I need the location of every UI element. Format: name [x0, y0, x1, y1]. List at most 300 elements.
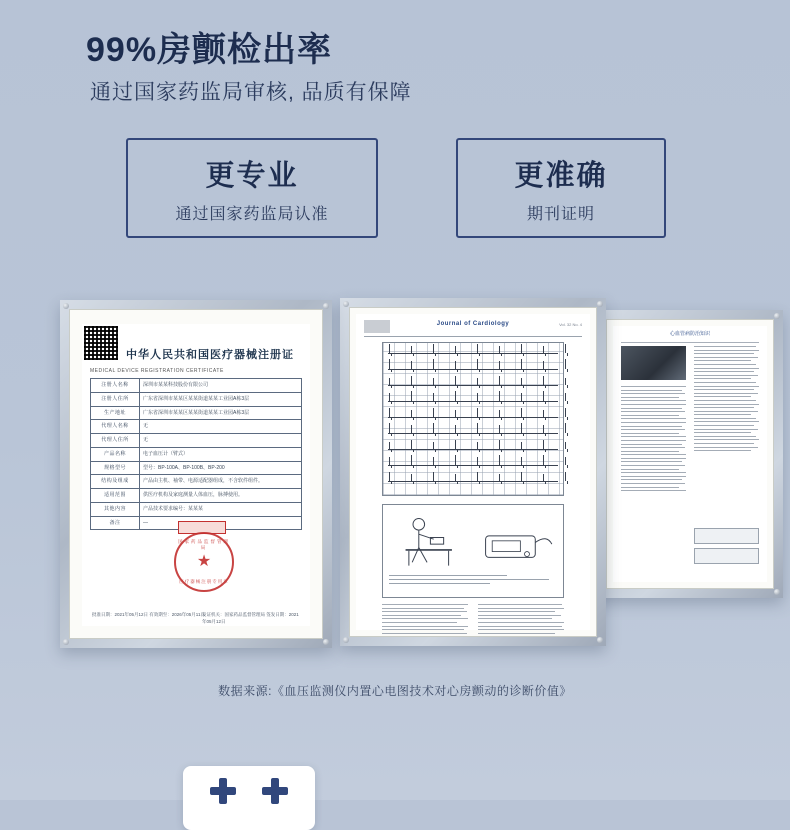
frame-inner — [349, 307, 597, 637]
text-line — [382, 633, 467, 634]
ecg-spike — [523, 433, 524, 436]
ecg-spike — [389, 472, 390, 481]
text-line — [621, 386, 686, 387]
ecg-spike — [523, 385, 524, 388]
ecg-spike — [499, 376, 500, 385]
certificate-row-value: 供医疗机构及家庭测量人体血压，脉搏使用。 — [140, 489, 302, 503]
ecg-spike — [411, 425, 412, 433]
text-line — [694, 429, 758, 430]
ecg-spike — [567, 385, 568, 388]
text-line — [621, 400, 686, 401]
ecg-spike — [565, 408, 566, 417]
text-line — [621, 479, 682, 480]
ecg-spike — [567, 369, 568, 372]
ecg-spike — [479, 401, 480, 404]
text-line — [694, 346, 756, 347]
screw-icon — [597, 637, 603, 643]
ecg-spike — [567, 417, 568, 420]
ecg-spike — [521, 442, 522, 449]
certificate-row — [91, 461, 302, 475]
right-paper-column-left — [621, 346, 686, 574]
ecg-spike — [523, 417, 524, 420]
certificate-row — [91, 502, 302, 516]
screw-icon — [63, 639, 69, 645]
text-line — [694, 404, 759, 405]
ecg-spike — [435, 481, 436, 484]
claims-group — [126, 138, 666, 242]
figure-caption — [389, 575, 557, 593]
text-line — [694, 360, 751, 361]
ecg-spike — [457, 449, 458, 452]
ecg-spike — [435, 385, 436, 388]
page-subtitle: 通过国家药监局审核, 品质有保障 — [90, 81, 412, 104]
ecg-spike — [411, 410, 412, 417]
text-line — [382, 608, 464, 609]
source-caption: 数据来源:《血压监测仪内置心电图技术对心房颤动的诊断价值》 — [218, 684, 572, 698]
text-line — [694, 350, 759, 351]
ecg-spike — [455, 425, 456, 433]
text-line — [694, 450, 751, 451]
ecg-spike — [435, 449, 436, 452]
certificate-row-key: 其他内容 — [91, 502, 140, 516]
ecg-spike — [455, 410, 456, 417]
ecg-spike — [413, 417, 414, 420]
ecg-spike — [413, 353, 414, 356]
ecg-spike — [477, 423, 478, 433]
text-line — [478, 633, 555, 634]
text-line — [382, 618, 468, 619]
ecg-spike — [523, 369, 524, 372]
ecg-spike — [567, 481, 568, 484]
text-line — [694, 443, 754, 444]
text-line — [621, 408, 682, 409]
ecg-spike — [391, 481, 392, 484]
ecg-spike — [499, 346, 500, 353]
ecg-spike — [523, 465, 524, 468]
ecg-spike — [457, 481, 458, 484]
ecg-spike — [413, 481, 414, 484]
certificate-row-value: 电子血压计（臂式） — [140, 447, 302, 461]
text-line — [478, 611, 555, 612]
ecg-spike — [413, 369, 414, 372]
text-line — [694, 414, 751, 415]
ecg-spike — [523, 449, 524, 452]
ecg-spike — [457, 433, 458, 436]
text-line — [694, 378, 751, 379]
ecg-spike — [477, 472, 478, 481]
right-paper-column-right — [694, 346, 759, 574]
ecg-spike — [391, 385, 392, 388]
ecg-spike — [543, 361, 544, 369]
ecg-spike — [565, 378, 566, 385]
ecg-spike — [567, 353, 568, 356]
text-line — [694, 421, 759, 422]
ecg-spike — [457, 417, 458, 420]
certificate-row-key: 产品名称 — [91, 447, 140, 461]
ecg-spike — [457, 465, 458, 468]
ecg-spike — [479, 465, 480, 468]
journal-page — [356, 314, 590, 630]
ecg-spike — [545, 353, 546, 356]
text-line — [694, 396, 751, 397]
journal-volume: Vol. 32 No. 4 — [559, 322, 582, 327]
star-icon: ★ — [196, 553, 212, 570]
ecg-spike — [413, 465, 414, 468]
blood-pressure-monitor-icon — [474, 509, 557, 571]
ecg-spike — [479, 353, 480, 356]
certificate-row — [91, 489, 302, 503]
text-line — [621, 461, 682, 462]
text-line — [621, 487, 679, 488]
text-line — [621, 483, 685, 484]
ecg-spike — [565, 423, 566, 433]
caption-line — [389, 583, 490, 584]
text-line — [621, 472, 686, 473]
ecg-spike — [389, 344, 390, 353]
ecg-spike — [433, 457, 434, 465]
ecg-spike — [501, 353, 502, 356]
screw-icon — [323, 303, 329, 309]
ecg-chart — [382, 342, 564, 496]
ecg-spike — [413, 449, 414, 452]
certificate-row — [91, 379, 302, 393]
page-title — [86, 22, 332, 71]
text-line — [382, 611, 467, 612]
ecg-spike — [499, 474, 500, 481]
text-line — [694, 375, 758, 376]
framed-journal-photo — [340, 298, 606, 646]
text-line — [621, 422, 686, 423]
text-line — [694, 382, 756, 383]
ecg-spike — [523, 401, 524, 404]
text-line — [694, 371, 754, 372]
certificate-footer-left: 批准日期：2021年05月12日 有效期至：2026年05月11日 — [92, 611, 205, 617]
ecg-spike — [479, 417, 480, 420]
headline-percent: 99% — [86, 31, 158, 69]
ecg-spike — [521, 344, 522, 353]
ecg-spike — [521, 393, 522, 401]
ecg-spike — [457, 353, 458, 356]
ecg-spike — [389, 423, 390, 433]
ecg-spike — [433, 359, 434, 369]
ecg-spike — [455, 361, 456, 369]
ecg-spike — [543, 346, 544, 353]
text-line — [694, 368, 759, 369]
figure-box — [382, 504, 564, 598]
text-line — [694, 432, 751, 433]
certificate-row-value: 无 — [140, 434, 302, 448]
ecg-spike — [521, 359, 522, 369]
certificate-footer-right: 发证机关：国家药品监督管理局 签发日期：2021年05月12日 — [202, 611, 299, 624]
text-line — [694, 400, 756, 401]
figure-illustration-person — [389, 509, 472, 571]
ecg-spike — [389, 408, 390, 417]
text-line — [621, 490, 686, 491]
ecg-spike — [565, 359, 566, 369]
ecg-spike — [391, 433, 392, 436]
ecg-spike — [545, 417, 546, 420]
journal-column-left — [382, 604, 468, 622]
framed-certificate-photo — [60, 300, 332, 648]
ecg-spike — [433, 408, 434, 417]
text-line — [621, 444, 682, 445]
claim-subtitle: 通过国家药监局认准 — [175, 206, 329, 223]
ecg-spike — [565, 393, 566, 401]
ecg-spike — [411, 455, 412, 465]
ecg-spike — [411, 391, 412, 401]
certificate-footer — [92, 611, 300, 624]
text-line — [478, 608, 564, 609]
ecg-spike — [521, 457, 522, 465]
certificate-row — [91, 420, 302, 434]
text-line — [621, 454, 686, 455]
ecg-spike — [435, 369, 436, 372]
ecg-spike — [391, 449, 392, 452]
ecg-spike — [411, 440, 412, 449]
text-line — [694, 386, 759, 387]
ecg-spike — [521, 408, 522, 417]
ecg-spike — [521, 423, 522, 433]
ecg-spike — [457, 369, 458, 372]
caption-line — [389, 575, 507, 576]
ecg-spike — [391, 465, 392, 468]
certificate-row — [91, 475, 302, 489]
text-line — [621, 411, 685, 412]
text-line — [478, 604, 562, 605]
journal-body-text — [382, 604, 564, 622]
ecg-spike — [435, 401, 436, 404]
text-line — [694, 364, 756, 365]
claim-subtitle: 期刊证明 — [526, 206, 595, 223]
right-paper-header: 心血管病防治知识 — [621, 330, 759, 343]
text-line — [621, 415, 679, 416]
certificate-table — [90, 378, 302, 530]
certificate-row — [91, 434, 302, 448]
ecg-spike — [477, 378, 478, 385]
ecg-spike — [455, 440, 456, 449]
certificate-row-key: 生产地址 — [91, 406, 140, 420]
journal-column-right — [478, 604, 564, 622]
text-line — [382, 604, 468, 605]
ecg-spike — [433, 423, 434, 433]
ecg-spike — [501, 465, 502, 468]
ecg-spike — [433, 378, 434, 385]
text-line — [478, 622, 564, 623]
text-line — [382, 636, 461, 637]
ecg-spike — [499, 425, 500, 433]
ecg-spike — [477, 457, 478, 465]
text-line — [694, 436, 756, 437]
framed-article-photo — [597, 310, 783, 598]
callout-box — [694, 528, 759, 544]
ecg-spike — [499, 391, 500, 401]
certificate-row-key: 代理人名称 — [91, 420, 140, 434]
text-line — [382, 629, 464, 630]
ecg-spike — [457, 385, 458, 388]
ecg-spike — [457, 401, 458, 404]
text-line — [621, 440, 686, 441]
text-line — [621, 469, 679, 470]
text-line — [382, 615, 461, 616]
ecg-spike — [413, 385, 414, 388]
text-line — [621, 393, 685, 394]
ecg-spike — [567, 401, 568, 404]
right-paper-body — [621, 346, 759, 574]
official-stamp — [174, 532, 234, 592]
ecg-spike — [501, 417, 502, 420]
certificate-row-value: 广东省深圳市某某区某某街道某某工业园A栋3层 — [140, 392, 302, 406]
screw-icon — [343, 637, 349, 643]
ecg-spike — [455, 455, 456, 465]
ecg-spike — [391, 401, 392, 404]
stamp-top-text: 国家药品监督管理局 — [178, 539, 230, 550]
text-line — [478, 618, 552, 619]
text-line — [621, 465, 685, 466]
ecg-spike — [523, 481, 524, 484]
ecg-spike — [545, 369, 546, 372]
certificate-row-key: 备注 — [91, 516, 140, 530]
ecg-spike — [545, 401, 546, 404]
text-line — [621, 447, 685, 448]
claim-title: 更专业 — [205, 160, 299, 192]
ecg-spike — [479, 385, 480, 388]
medical-cross-icon — [210, 778, 236, 804]
figure-illustration-device — [474, 509, 557, 571]
certificate-row-key: 代理人住所 — [91, 434, 140, 448]
callout-box — [694, 548, 759, 564]
framed-documents-group — [0, 288, 790, 668]
ecg-spike — [521, 472, 522, 481]
person-measuring-icon — [389, 509, 472, 571]
certificate-row-value: 无 — [140, 420, 302, 434]
claim-title: 更准确 — [514, 160, 608, 192]
journal-logo — [364, 320, 390, 333]
ecg-spike — [413, 401, 414, 404]
text-line — [621, 426, 682, 427]
ecg-spike — [477, 359, 478, 369]
ecg-spike — [477, 393, 478, 401]
text-line — [694, 357, 758, 358]
ecg-spike — [389, 378, 390, 385]
ecg-spike — [455, 391, 456, 401]
claim-box-professional — [126, 138, 378, 238]
ecg-spike — [545, 449, 546, 452]
ecg-spike — [411, 361, 412, 369]
right-paper — [613, 326, 767, 582]
ecg-spike — [479, 481, 480, 484]
journal-title: Journal of Cardiology — [436, 321, 510, 327]
text-line — [694, 407, 754, 408]
text-line — [478, 636, 561, 637]
text-line — [694, 389, 754, 390]
ecg-spike — [523, 353, 524, 356]
certificate-title: 中华人民共和国医疗器械注册证 — [126, 349, 294, 361]
certificate-subtitle: MEDICAL DEVICE REGISTRATION CERTIFICATE — [90, 368, 224, 374]
ecg-spike — [389, 359, 390, 369]
ecg-spike — [565, 457, 566, 465]
journal-header — [364, 320, 582, 337]
screw-icon — [774, 589, 780, 595]
ecg-spike — [501, 481, 502, 484]
ecg-spike — [435, 465, 436, 468]
ecg-spike — [389, 393, 390, 401]
text-line — [621, 429, 685, 430]
text-line — [621, 404, 686, 405]
headline-text: 房颤检出率 — [157, 31, 333, 69]
certificate-row — [91, 406, 302, 420]
ecg-spike — [543, 425, 544, 433]
text-line — [621, 451, 679, 452]
certificate-row-value: 深圳市某某科技股份有限公司 — [140, 379, 302, 393]
certificate-row — [91, 447, 302, 461]
text-line — [694, 418, 756, 419]
ecg-spike — [501, 433, 502, 436]
ecg-spike — [499, 455, 500, 465]
ecg-spike — [479, 433, 480, 436]
ecg-spike — [499, 440, 500, 449]
ecg-spike — [391, 353, 392, 356]
certificate-row-value: 产品技术要求编号：某某某 — [140, 502, 302, 516]
ecg-spike — [565, 472, 566, 481]
text-line — [694, 393, 758, 394]
ecg-spike — [565, 442, 566, 449]
text-line — [621, 397, 679, 398]
ecg-spike — [433, 344, 434, 353]
ecg-spike — [521, 378, 522, 385]
certificate-row-value: 产品由主机、袖带、电源适配器组成，不含软件组件。 — [140, 475, 302, 489]
certificate-row-key: 适用范围 — [91, 489, 140, 503]
stamp-bottom-text: 医疗器械注册专用章 — [179, 579, 229, 584]
frame-inner — [69, 309, 323, 639]
article-photo — [621, 346, 686, 380]
text-line — [621, 436, 686, 437]
ecg-spike — [455, 346, 456, 353]
certificate-row-value: 广东省深圳市某某区某某街道某某工业园A栋3层 — [140, 406, 302, 420]
ecg-spike — [545, 465, 546, 468]
ecg-spike — [567, 465, 568, 468]
certificate-row-key: 注册人住所 — [91, 392, 140, 406]
certificate-row-key: 注册人名称 — [91, 379, 140, 393]
ecg-spike — [545, 481, 546, 484]
ecg-spike — [455, 376, 456, 385]
ecg-spike — [433, 472, 434, 481]
medical-cross-icon — [262, 778, 288, 804]
screw-icon — [597, 301, 603, 307]
ecg-spike — [501, 369, 502, 372]
ecg-spike — [391, 417, 392, 420]
bottom-card — [183, 766, 315, 830]
ecg-spike — [411, 346, 412, 353]
ecg-spike — [477, 344, 478, 353]
certificate-row-value: — — [140, 516, 302, 530]
text-line — [478, 629, 564, 630]
ecg-spike — [543, 391, 544, 401]
screw-icon — [323, 639, 329, 645]
ecg-spike — [479, 369, 480, 372]
text-line — [621, 418, 686, 419]
ecg-spike — [567, 449, 568, 452]
ecg-spike — [433, 393, 434, 401]
ecg-spike — [543, 455, 544, 465]
ecg-spike — [543, 440, 544, 449]
certificate-row-key: 结构及组成 — [91, 475, 140, 489]
ecg-spike — [543, 410, 544, 417]
ecg-spike — [499, 361, 500, 369]
ecg-spike — [479, 449, 480, 452]
ecg-spike — [435, 353, 436, 356]
ecg-spike — [435, 433, 436, 436]
ecg-spike — [413, 433, 414, 436]
